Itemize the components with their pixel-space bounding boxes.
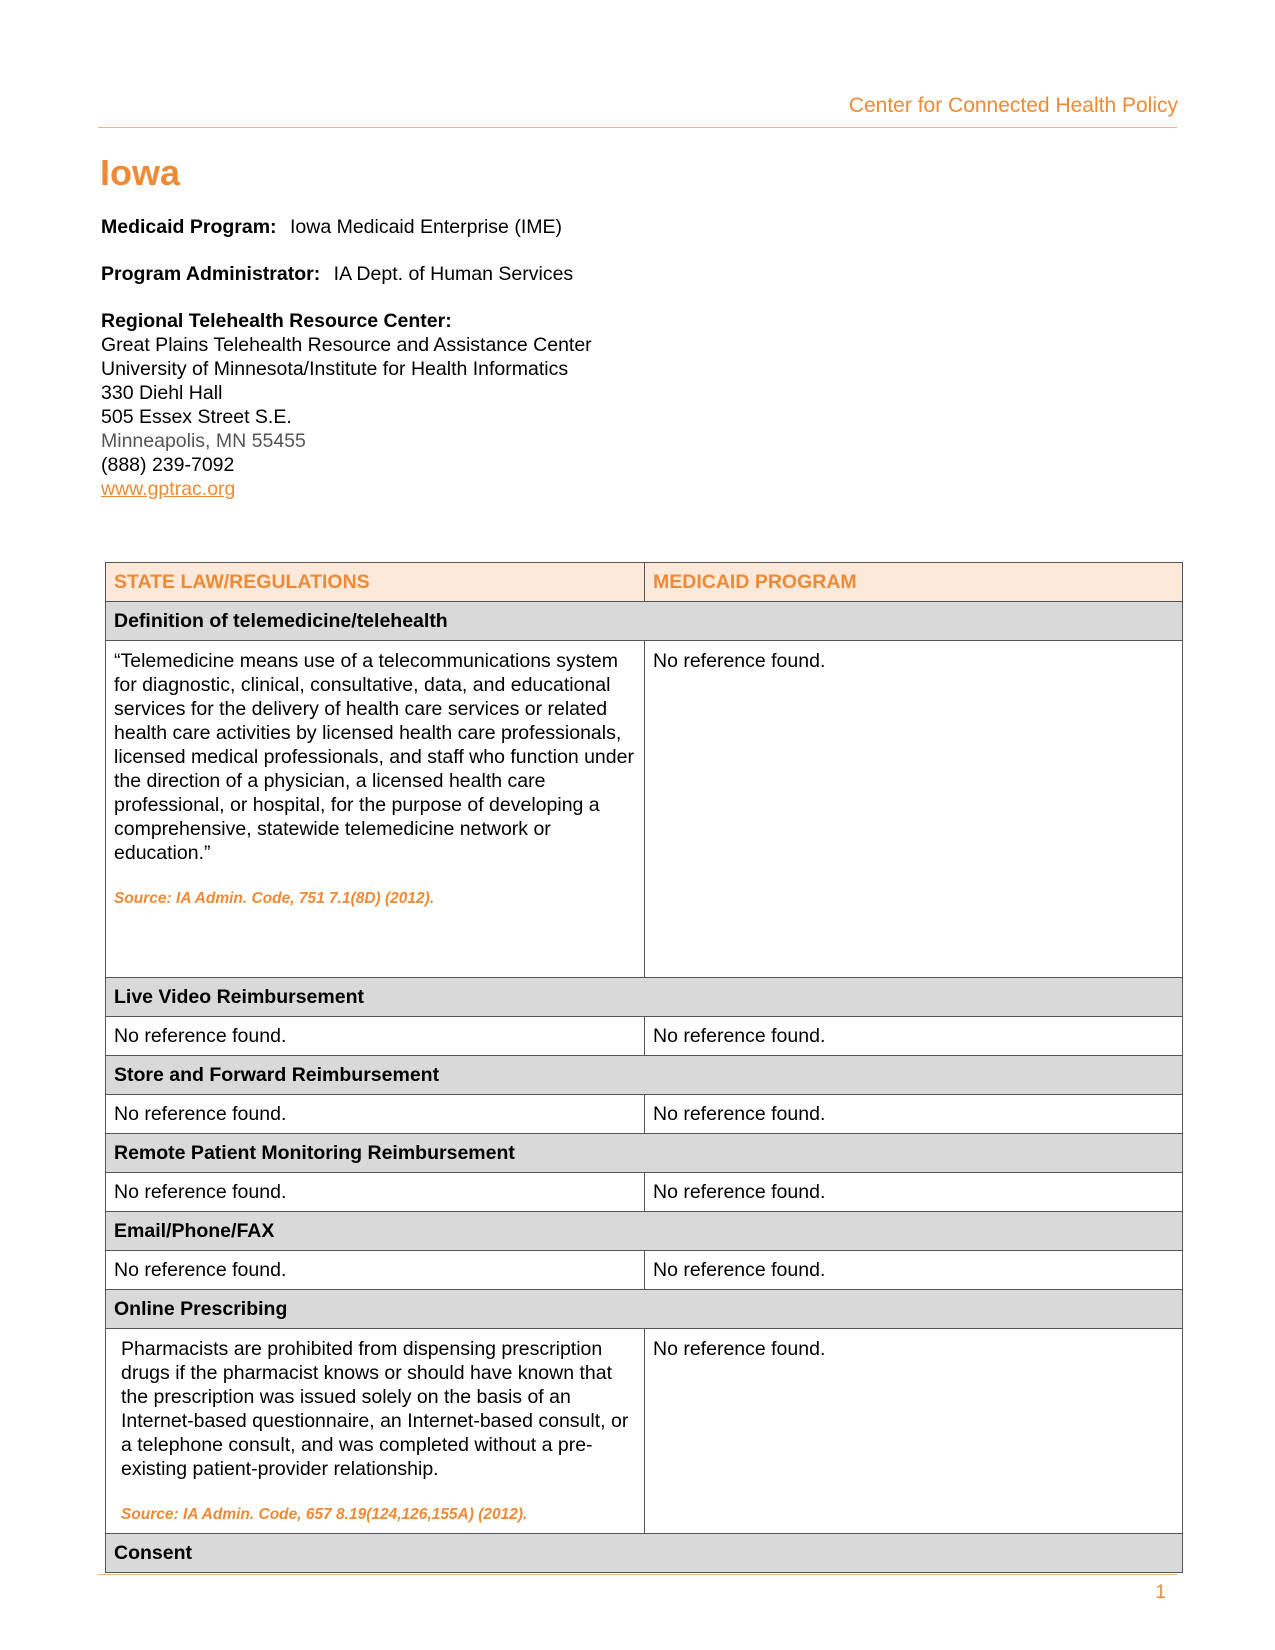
header-divider [98, 127, 1177, 128]
table-row [106, 1329, 1183, 1534]
program-administrator-line [101, 262, 573, 286]
table-row [106, 1095, 1183, 1134]
state-law-text: “Telemedicine means use of a telecommunications system for diagnostic, clinical, consultative, data, and educational services for the delivery of health care services or related health care activities by licensed health care professionals, licensed medical professionals, and staff who function under the direction of a physician, a licensed health care professional, or hospital, for the purpose of developing a comprehensive, statewide telemedicine network or education.” [114, 650, 634, 864]
medicaid-cell: No reference found. [645, 641, 1183, 978]
section-row [106, 1212, 1183, 1251]
state-law-cell [106, 641, 645, 978]
medicaid-program-label: Medicaid Program: [101, 216, 277, 238]
medicaid-cell: No reference found. [645, 1173, 1183, 1212]
table-row [106, 1251, 1183, 1290]
resource-center-link[interactable]: www.gptrac.org [101, 478, 236, 500]
resource-center-city: Minneapolis, MN 55455 [101, 430, 306, 452]
state-law-cell: No reference found. [106, 1017, 645, 1056]
state-law-source: Source: IA Admin. Code, 751 7.1(8D) (2012). [114, 890, 435, 907]
resource-center-name: Great Plains Telehealth Resource and Assistance Center [101, 334, 592, 356]
section-row [106, 978, 1183, 1017]
resource-center-address-1: 330 Diehl Hall [101, 382, 223, 404]
program-administrator-label: Program Administrator: [101, 263, 321, 285]
section-title: Store and Forward Reimbursement [106, 1056, 1183, 1095]
state-law-text: Pharmacists are prohibited from dispensing prescription drugs if the pharmacist knows or should have known that the prescription was issued solely on the basis of an Internet-based questionnaire, an Internet-based consult, or a telephone consult, and was completed without a pre-existing patient-provider relationship. [121, 1338, 629, 1480]
table-header-row [106, 563, 1183, 602]
section-row [106, 602, 1183, 641]
section-title: Live Video Reimbursement [106, 978, 1183, 1017]
table-row [106, 1173, 1183, 1212]
medicaid-cell: No reference found. [645, 1251, 1183, 1290]
column-header-state-law: STATE LAW/REGULATIONS [106, 563, 645, 602]
table-row [106, 1017, 1183, 1056]
page-number: 1 [1155, 1582, 1166, 1603]
medicaid-cell: No reference found. [645, 1329, 1183, 1534]
section-title: Online Prescribing [106, 1290, 1183, 1329]
footer-divider [98, 1574, 1177, 1575]
section-title: Consent [106, 1534, 1183, 1573]
medicaid-program-line [101, 215, 562, 239]
header-title: Center for Connected Health Policy [848, 94, 1178, 117]
program-administrator-value: IA Dept. of Human Services [333, 263, 574, 285]
section-row [106, 1056, 1183, 1095]
page-title: Iowa [100, 152, 181, 193]
resource-center-org: University of Minnesota/Institute for Health Informatics [101, 358, 569, 380]
state-law-cell: No reference found. [106, 1173, 645, 1212]
medicaid-program-value: Iowa Medicaid Enterprise (IME) [289, 216, 562, 238]
section-title: Definition of telemedicine/telehealth [106, 602, 1183, 641]
medicaid-cell: No reference found. [645, 1095, 1183, 1134]
state-law-cell [106, 1329, 645, 1534]
state-law-cell: No reference found. [106, 1095, 645, 1134]
column-header-medicaid: MEDICAID PROGRAM [645, 563, 1183, 602]
policy-table [105, 562, 1183, 1573]
section-row [106, 1290, 1183, 1329]
resource-center-block [101, 309, 592, 501]
state-law-cell: No reference found. [106, 1251, 645, 1290]
resource-center-phone: (888) 239-7092 [101, 454, 235, 476]
medicaid-cell: No reference found. [645, 1017, 1183, 1056]
resource-center-label: Regional Telehealth Resource Center: [101, 310, 452, 332]
state-law-source: Source: IA Admin. Code, 657 8.19(124,126,155A) (2012). [121, 1506, 528, 1523]
section-row [106, 1134, 1183, 1173]
table-row [106, 641, 1183, 978]
section-row [106, 1534, 1183, 1573]
section-title: Remote Patient Monitoring Reimbursement [106, 1134, 1183, 1173]
resource-center-address-2: 505 Essex Street S.E. [101, 406, 292, 428]
section-title: Email/Phone/FAX [106, 1212, 1183, 1251]
